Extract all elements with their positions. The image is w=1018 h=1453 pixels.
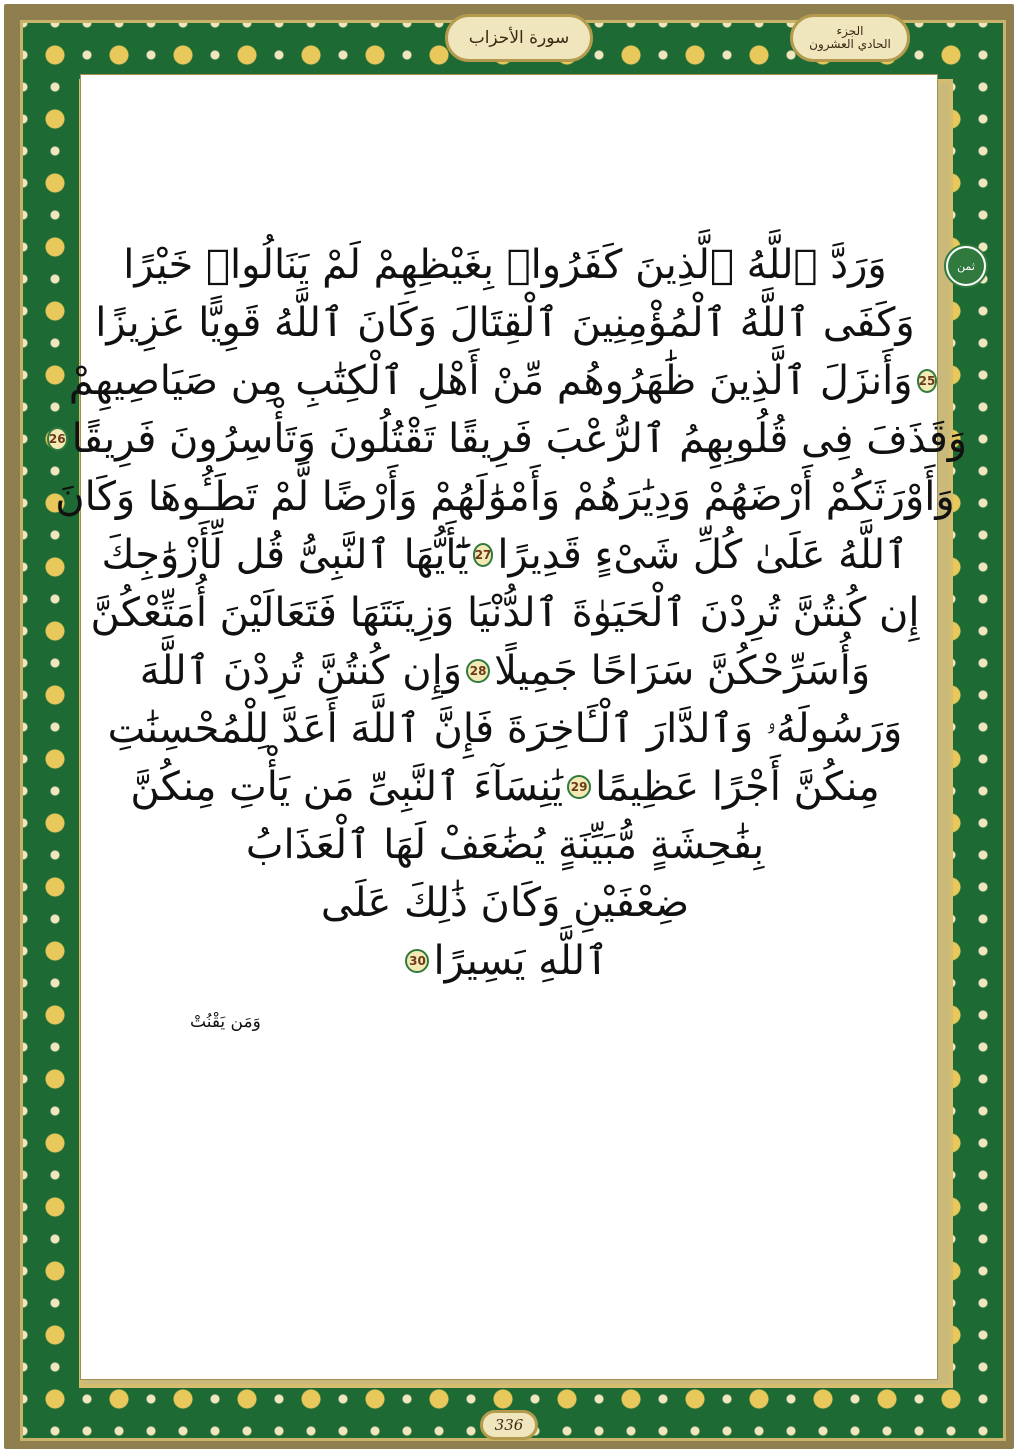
verse-line-4 — [48, 410, 968, 468]
verse-text: بِفَٰحِشَةٍ مُّبَيِّنَةٍ يُضَٰعَفْ لَهَا ٱلْعَذَابُ — [245, 822, 765, 868]
verse-text: ٱللَّهِ يَسِيرًا — [433, 938, 609, 984]
surah-title: سورة الأحزاب — [445, 14, 593, 62]
hizb-marker — [944, 244, 988, 288]
catchword: وَمَن يَقْنُتْ — [190, 1012, 261, 1032]
verse-text: وَقَذَفَ فِى قُلُوبِهِمُ ٱلرُّعْبَ فَرِيقًا تَقْتُلُونَ وَتَأْسِرُونَ فَرِيقًا — [71, 416, 968, 462]
verse-line-11 — [120, 816, 890, 874]
page-number: 336 — [480, 1410, 538, 1440]
ayah-number-marker: 29 — [567, 775, 591, 799]
ayah-number-marker: 30 — [405, 949, 429, 973]
verse-line-7 — [90, 584, 920, 642]
ayah-number-marker: 28 — [466, 659, 490, 683]
ayah-number-marker: 27 — [473, 543, 494, 567]
verse-text: ضِعْفَيْنِ وَكَانَ ذَٰلِكَ عَلَى — [320, 880, 690, 926]
verse-text: وَإِن كُنتُنَّ تُرِدْنَ ٱللَّهَ — [139, 648, 463, 694]
verse-line-5 — [55, 468, 955, 526]
verse-text: يَٰٓأَيُّهَا ٱلنَّبِىُّ قُل لِّأَزْوَٰجِكَ — [101, 532, 469, 578]
verse-text: إِن كُنتُنَّ تُرِدْنَ ٱلْحَيَوٰةَ ٱلدُّنْيَا وَزِينَتَهَا فَتَعَالَيْنَ أُمَتِّعْكُنَّ — [90, 590, 920, 636]
verse-text: وَرَدَّ ٱللَّهُ ٱلَّذِينَ كَفَرُوا۟ بِغَيْظِهِمْ لَمْ يَنَالُوا۟ خَيْرًا — [123, 242, 887, 288]
verse-text: وَأَوْرَثَكُمْ أَرْضَهُمْ وَدِيَٰرَهُمْ وَأَمْوَٰلَهُمْ وَأَرْضًا لَّمْ تَطَـُٔوهَا وَكَانَ — [55, 474, 955, 520]
verse-text: وَرَسُولَهُۥ وَٱلدَّارَ ٱلْـَٔاخِرَةَ فَإِنَّ ٱللَّهَ أَعَدَّ لِلْمُحْسِنَٰتِ — [107, 706, 903, 752]
ayah-number-marker: 25 — [917, 369, 938, 393]
juz-number: الحادي العشرون — [809, 37, 891, 51]
juz-label — [790, 14, 910, 62]
verse-text: مِنكُنَّ أَجْرًا عَظِيمًا — [595, 764, 880, 810]
verse-text: وَكَفَى ٱللَّهُ ٱلْمُؤْمِنِينَ ٱلْقِتَالَ وَكَانَ ٱللَّهُ قَوِيًّا عَزِيزًا — [95, 300, 915, 346]
verse-line-2 — [95, 294, 915, 352]
verse-line-10 — [120, 758, 890, 816]
verse-line-3 — [68, 352, 936, 410]
verse-line-12 — [120, 874, 890, 932]
verse-line-9 — [107, 700, 903, 758]
verse-text: وَأُسَرِّحْكُنَّ سَرَاحًا جَمِيلًا — [494, 648, 871, 694]
verse-text: ٱللَّهُ عَلَىٰ كُلِّ شَىْءٍ قَدِيرًا — [497, 532, 909, 578]
hizb-marker-label: ثمن — [948, 248, 984, 284]
verse-text: يَٰنِسَآءَ ٱلنَّبِىِّ مَن يَأْتِ مِنكُنَّ — [130, 764, 564, 810]
verse-line-13 — [120, 932, 890, 990]
verse-line-6 — [101, 526, 909, 584]
verse-line-8 — [120, 642, 890, 700]
ayah-number-marker: 26 — [47, 427, 68, 451]
verse-text: وَأَنزَلَ ٱلَّذِينَ ظَٰهَرُوهُم مِّنْ أَهْلِ ٱلْكِتَٰبِ مِن صَيَاصِيهِمْ — [68, 358, 913, 404]
verse-line-1 — [120, 236, 890, 294]
juz-word: الجزء — [836, 24, 864, 39]
